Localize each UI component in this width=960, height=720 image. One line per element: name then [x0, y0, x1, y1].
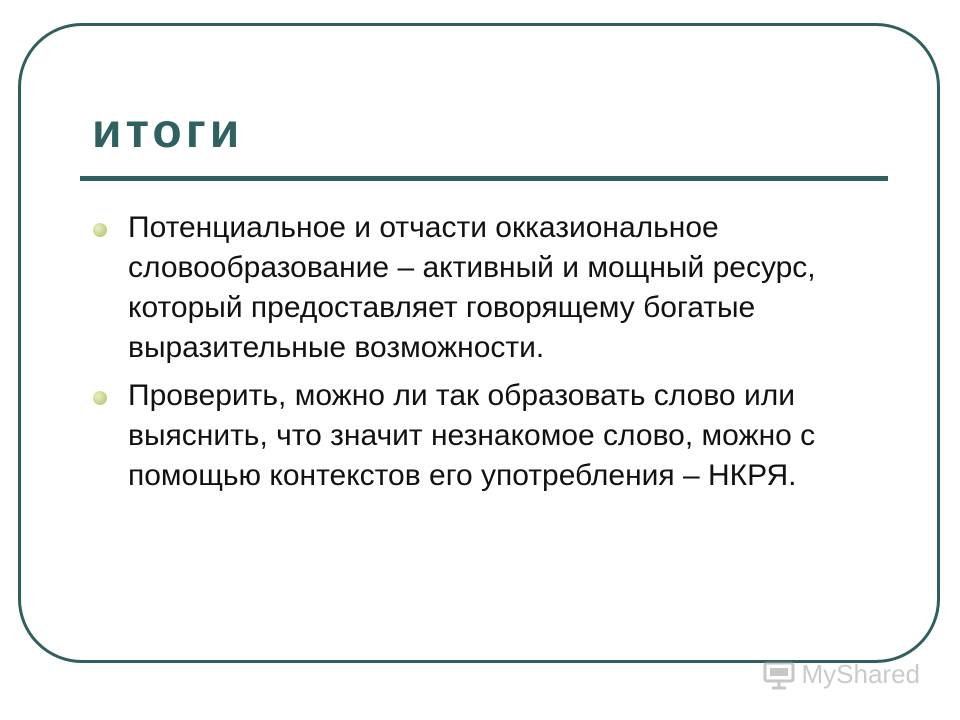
bullet-text: Потенциальное и отчасти окказиональное словообразование – активный и мощный ресурс, который предоставляет говорящему богатые выразительные возможности.: [128, 211, 816, 364]
list-item: [90, 376, 880, 496]
bullet-list: [90, 208, 880, 504]
watermark: [762, 659, 921, 690]
presentation-screen-icon: [762, 660, 796, 690]
bullet-icon: [93, 391, 107, 405]
title-underline: [80, 176, 888, 181]
slide-title: итоги: [92, 105, 244, 158]
bullet-icon: [93, 223, 107, 237]
bullet-text: Проверить, можно ли так образовать слово или выяснить, что значит незнакомое слово, можно с помощью контекстов его употребления – НКРЯ.: [128, 379, 816, 492]
watermark-text: MyShared: [801, 659, 920, 689]
list-item: [90, 208, 880, 368]
